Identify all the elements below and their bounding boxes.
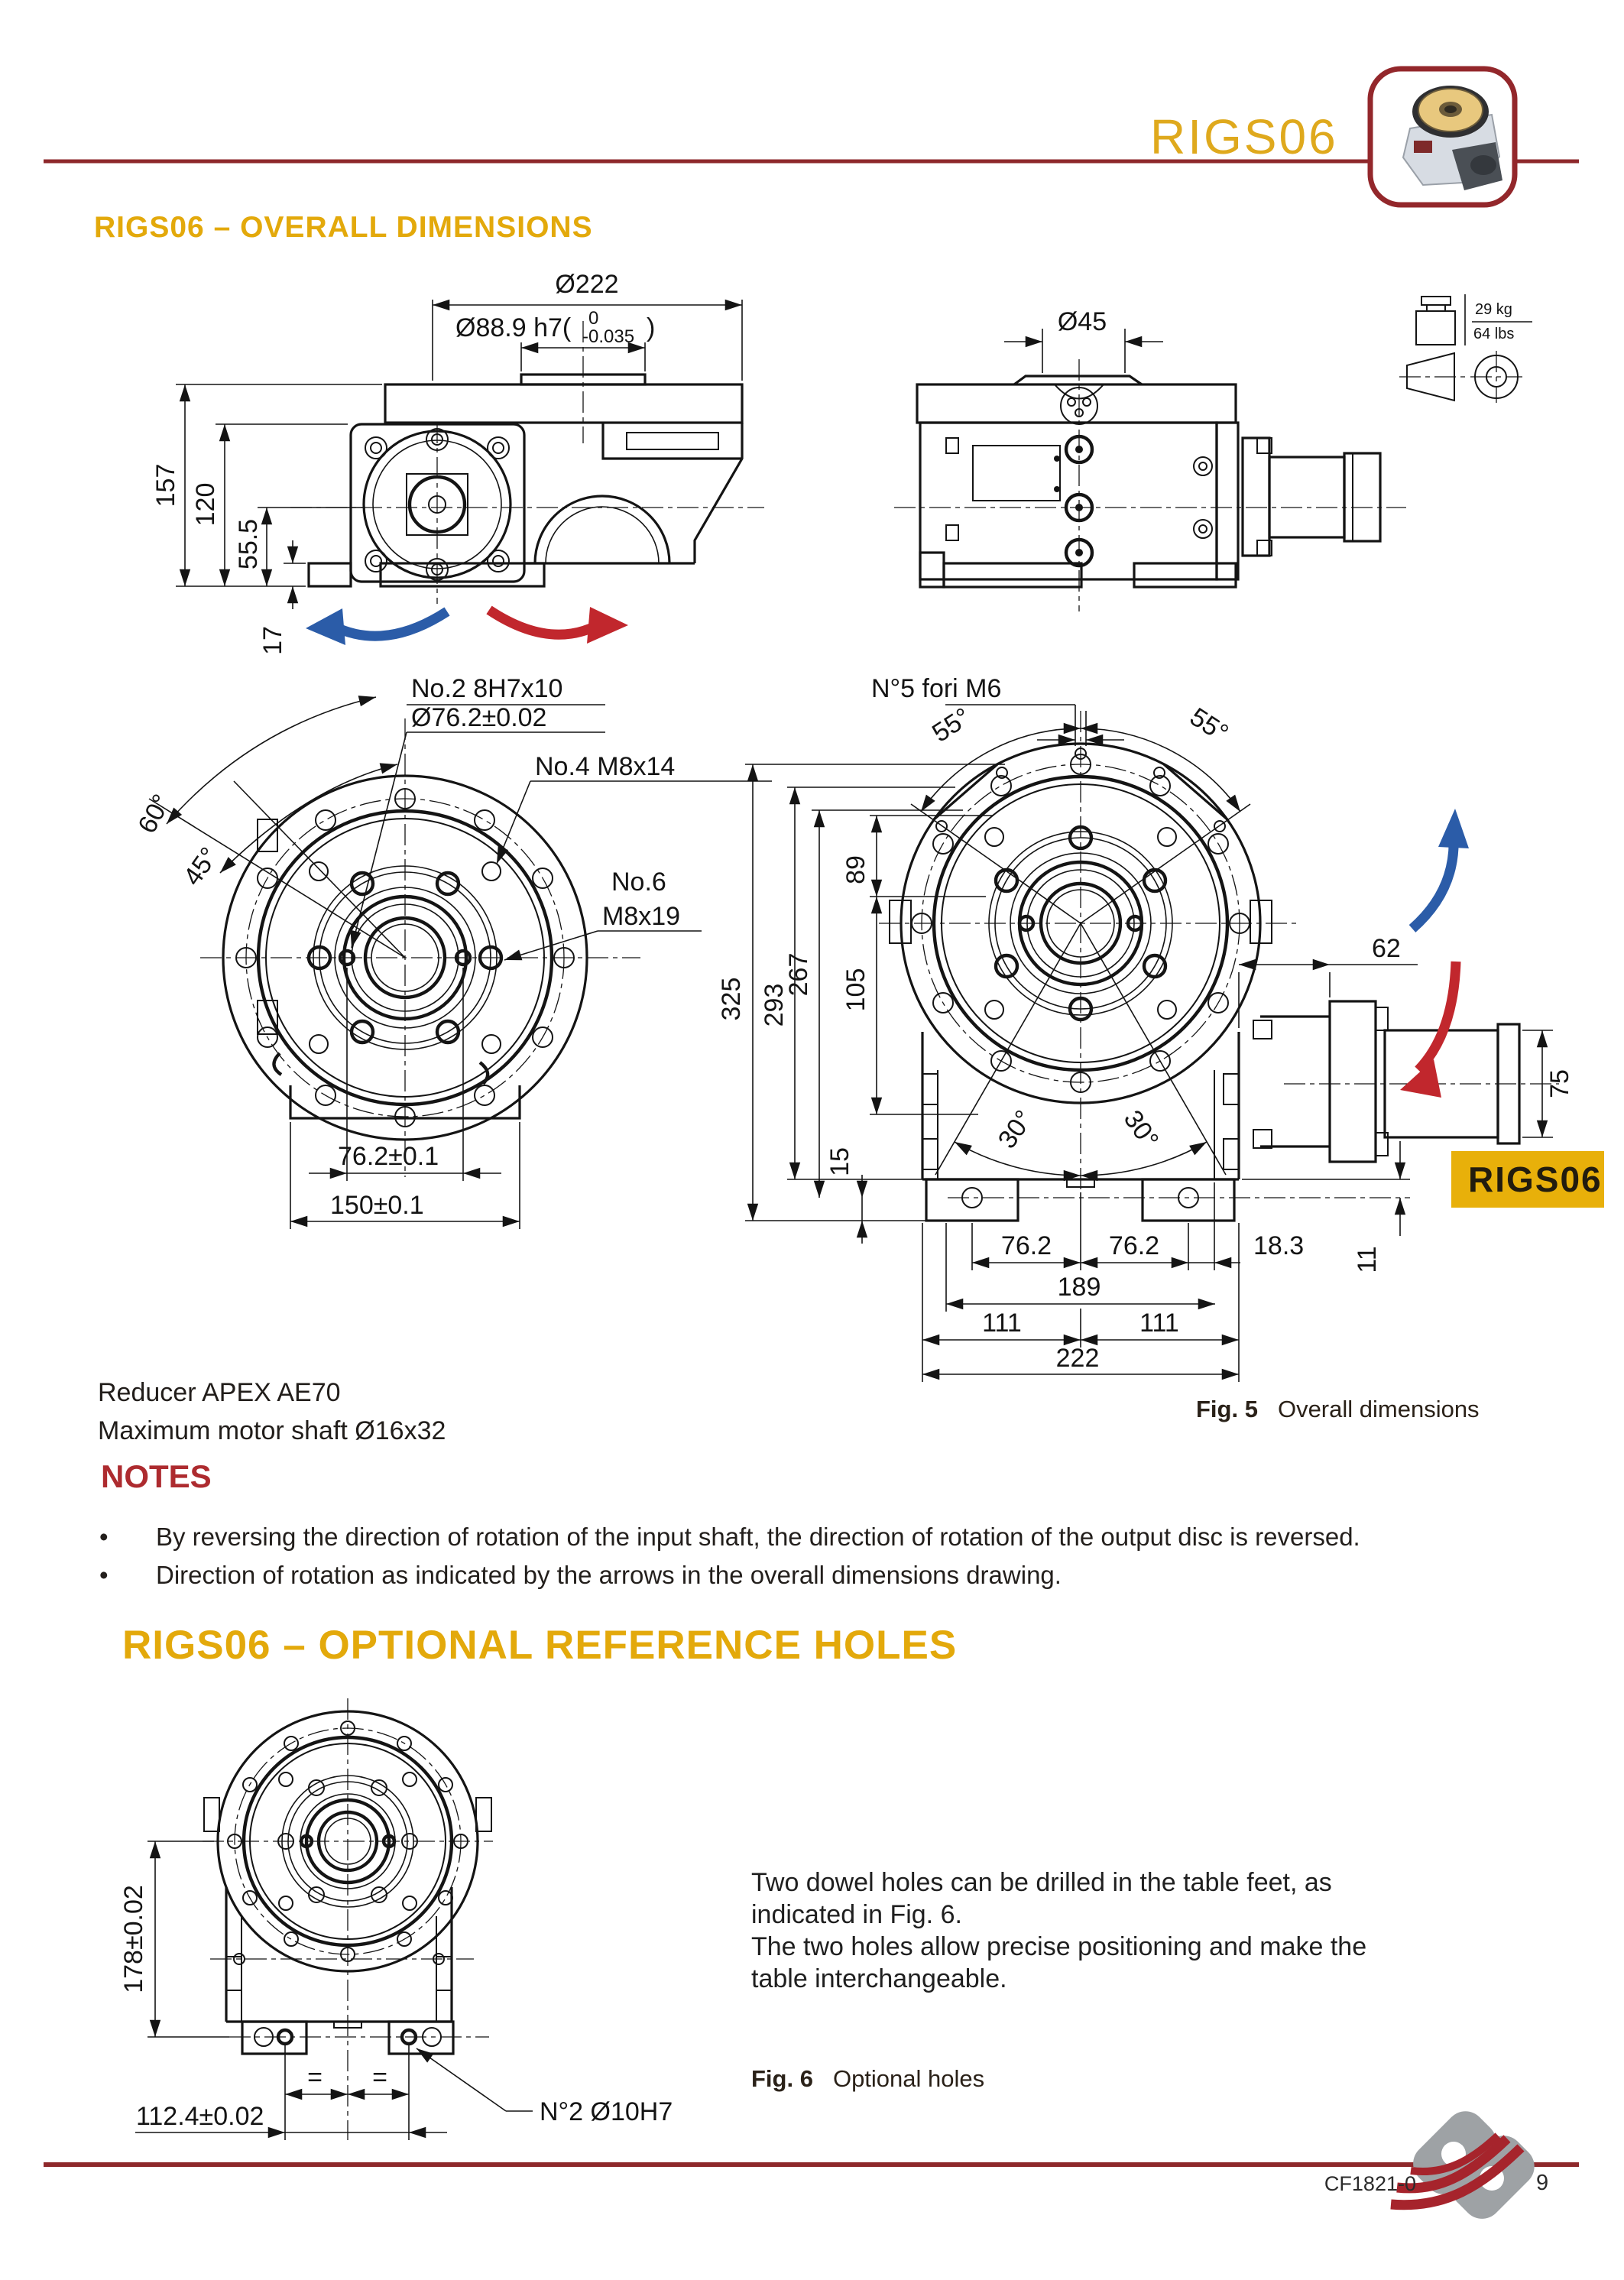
notes-heading: NOTES (101, 1458, 212, 1494)
section-title-optional-reference-holes: RIGS06 – OPTIONAL REFERENCE HOLES (122, 1623, 958, 1668)
ccw-arrow-blue (335, 611, 447, 636)
weight-kg: 29 kg (1475, 301, 1512, 318)
dim-183: 18.3 (1253, 1231, 1305, 1260)
fig6-paragraph-line3: The two holes allow precise positioning and make the (751, 1932, 1367, 1961)
page-header-product-name: RIGS06 (1150, 109, 1338, 164)
company-logo (1391, 2103, 1542, 2227)
viewB-object-lines (917, 376, 1380, 587)
dim-eq-left: = (307, 2063, 323, 2092)
rotation-arrows-right-view (1400, 809, 1469, 1098)
callout-no2: No.2 8H7x10 (411, 674, 563, 703)
viewB-centerlines (894, 359, 1406, 611)
viewD-right-dims (1239, 934, 1574, 1273)
dim-30deg-left: 30° (992, 1104, 1039, 1154)
fig5-caption (1196, 1396, 1480, 1423)
dim-75: 75 (1545, 1069, 1574, 1098)
dim-dia889-tol-lower: -0.035 (582, 326, 635, 347)
dim-222: 222 (1055, 1344, 1100, 1373)
product-photo-icon (1370, 69, 1515, 205)
dim-89: 89 (841, 855, 870, 884)
dim-55deg-left: 55° (927, 702, 976, 748)
dim-dia889: Ø88.9 h7( (455, 313, 572, 342)
callout-n2-dia10h7: N°2 Ø10H7 (540, 2097, 673, 2126)
dim-60deg: 60° (132, 790, 177, 838)
dim-150pm: 150±0.1 (330, 1191, 424, 1220)
fig6-paragraph-line2: indicated in Fig. 6. (751, 1900, 962, 1929)
dim-45deg: 45° (177, 842, 225, 891)
dim-293: 293 (760, 983, 789, 1027)
dim-111a: 111 (982, 1309, 1022, 1338)
viewA-centerlines (290, 321, 764, 604)
fig6-paragraph-line4: table interchangeable. (751, 1964, 1007, 1993)
dim-762a: 76.2 (1000, 1231, 1052, 1260)
viewD-centerlines (879, 711, 1559, 1198)
fig5-front-view-left (132, 674, 772, 1229)
dim-105: 105 (841, 968, 870, 1012)
dim-17: 17 (258, 626, 287, 655)
rotation-arrows-left-view (306, 607, 628, 645)
callout-no6-line1: No.6 (611, 868, 666, 897)
section-title-overall-dimensions: RIGS06 – OVERALL DIMENSIONS (94, 211, 593, 244)
dim-189: 189 (1057, 1273, 1101, 1302)
viewB-dimensions (1004, 307, 1163, 373)
dim-157: 157 (151, 463, 180, 508)
dim-dia222: Ø222 (555, 270, 619, 299)
side-tab-label: RIGS06 (1468, 1159, 1603, 1199)
dim-dia889-tol-upper: 0 (588, 308, 599, 329)
dim-62: 62 (1372, 934, 1401, 963)
fig5-side-view-right (894, 307, 1406, 611)
dim-267: 267 (784, 952, 813, 997)
callout-n5-fori-m6: N°5 fori M6 (871, 674, 1002, 703)
callout-dia762: Ø76.2±0.02 (411, 703, 547, 732)
fig6-caption (751, 2065, 984, 2093)
viewD-bottom-dims (922, 1182, 1304, 1382)
reducer-note-line1: Reducer APEX AE70 (98, 1378, 341, 1407)
bullet-icon: • (99, 1523, 109, 1551)
dim-120: 120 (191, 482, 220, 527)
bullet-icon: • (99, 1561, 109, 1589)
dim-30deg-right: 30° (1117, 1104, 1165, 1154)
dim-111b: 111 (1139, 1309, 1179, 1338)
first-angle-projection-icon (1399, 351, 1522, 403)
fig5-side-view-left (151, 270, 764, 655)
fig5-front-view-right (717, 674, 1574, 1382)
fig6-front-view (119, 1698, 673, 2140)
dim-762b: 76.2 (1108, 1231, 1160, 1260)
notes-bullet-1 (92, 1523, 1360, 1552)
notes-bullet-2-text: Direction of rotation as indicated by the arrows in the overall dimensions drawing. (156, 1561, 1062, 1589)
fig6-centerlines (203, 1698, 493, 2140)
notes-bullet-1-text: By reversing the direction of rotation of the input shaft, the direction of rotation of the output disc is reversed. (156, 1523, 1360, 1551)
fig6-paragraph-line1: Two dowel holes can be drilled in the table feet, as (751, 1868, 1332, 1897)
fig6-caption-label: Fig. 6 (751, 2065, 813, 2092)
side-tab-rigs06 (1451, 1151, 1604, 1208)
callout-no4: No.4 M8x14 (535, 752, 676, 781)
weight-lbs: 64 lbs (1473, 326, 1515, 342)
notes-bullet-2 (92, 1561, 1062, 1590)
dim-1124: 112.4±0.02 (136, 2102, 264, 2131)
viewA-dimensions (151, 270, 742, 655)
dim-dia45: Ø45 (1057, 307, 1107, 336)
dim-11: 11 (1353, 1246, 1382, 1273)
dim-eq-right: = (372, 2063, 387, 2092)
dim-dia889-close: ) (647, 313, 656, 342)
ccw-arrow-blue-2 (1412, 837, 1454, 929)
viewA-object-lines (309, 375, 742, 586)
viewC-angle-dims (132, 697, 405, 958)
footer-document-code: CF1821-0 (1324, 2172, 1416, 2195)
dim-55deg-right: 55° (1185, 702, 1233, 748)
viewC-callouts (352, 674, 772, 960)
fig5-caption-text: Overall dimensions (1277, 1396, 1480, 1422)
dim-178: 178±0.02 (119, 1885, 148, 1993)
dim-325: 325 (717, 977, 746, 1021)
cw-arrow-red (489, 610, 598, 634)
viewD-top-dims (871, 674, 1250, 923)
fig6-caption-text: Optional holes (832, 2065, 985, 2092)
dim-555: 55.5 (234, 518, 263, 570)
footer-page-number: 9 (1536, 2171, 1549, 2195)
callout-no6-line2: M8x19 (602, 902, 681, 931)
cw-arrow-red-2 (1418, 962, 1456, 1070)
fig5-caption-label: Fig. 5 (1196, 1396, 1258, 1422)
dim-762pm: 76.2±0.1 (338, 1142, 439, 1171)
reducer-note-line2: Maximum motor shaft Ø16x32 (98, 1416, 446, 1445)
dim-15: 15 (825, 1147, 854, 1176)
